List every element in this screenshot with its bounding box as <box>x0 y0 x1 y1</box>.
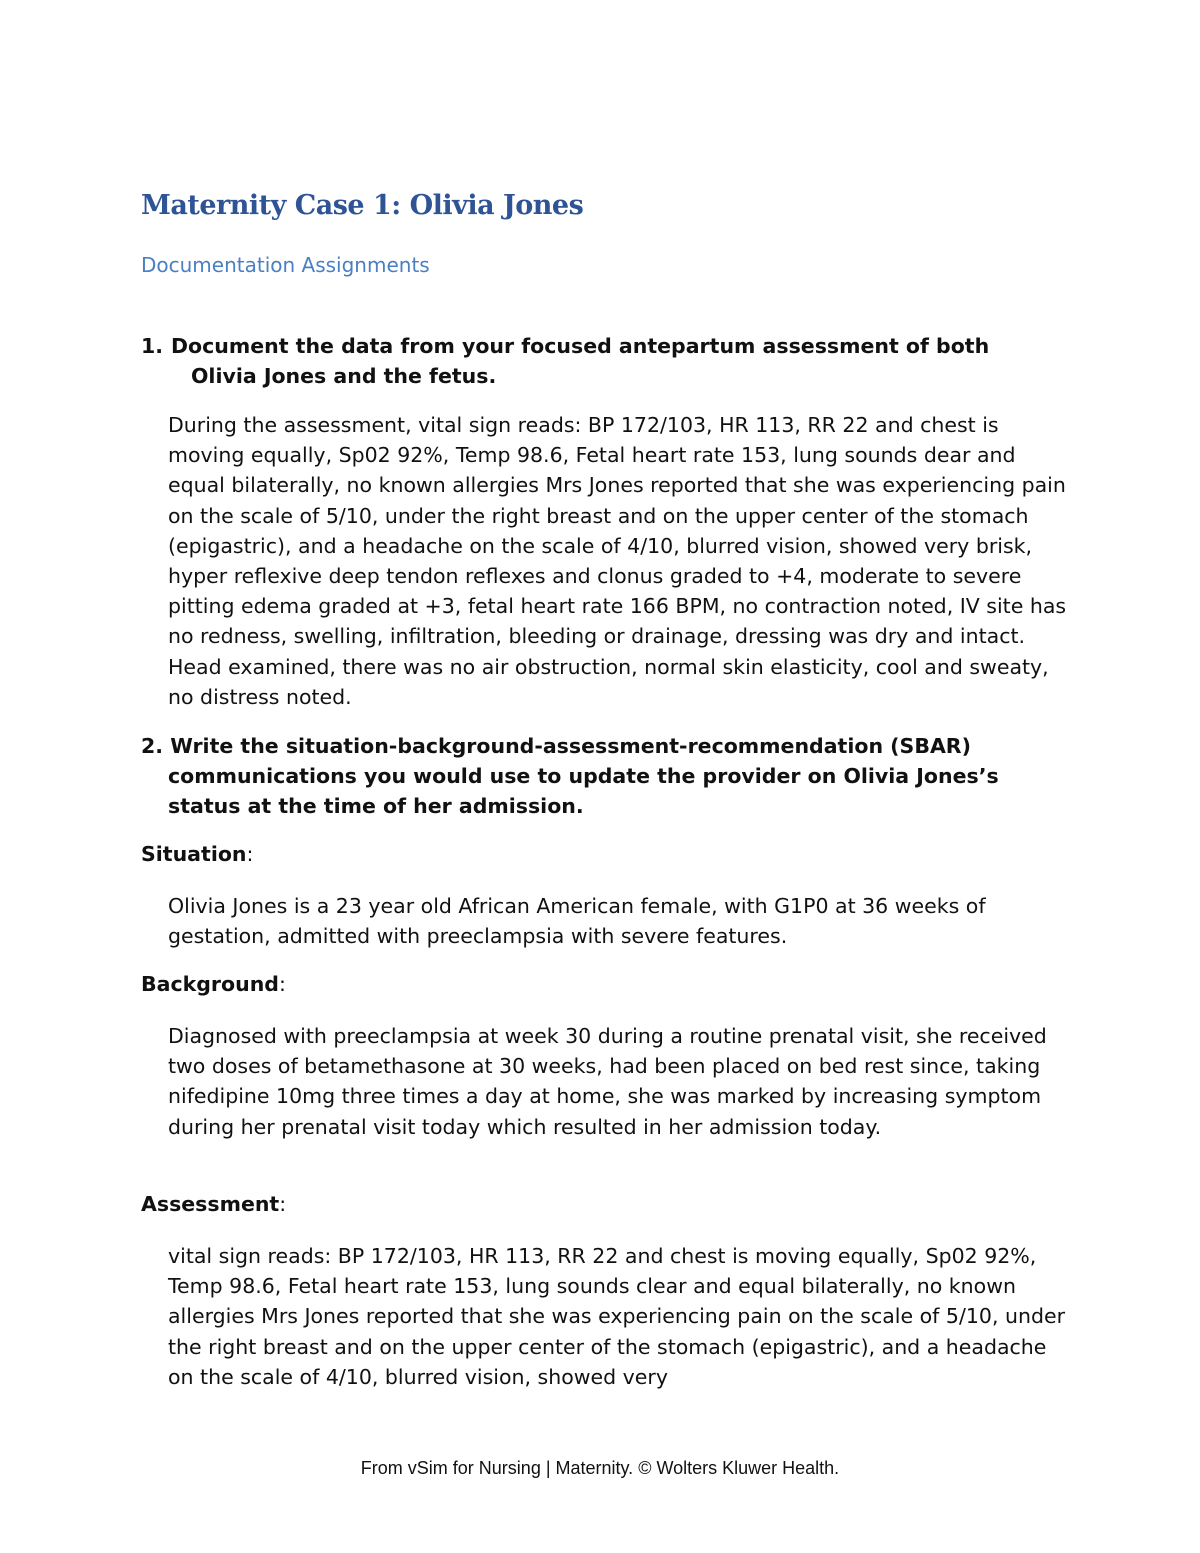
question-2-line-2: communications you would use to update the provider on Olivia Jones’s <box>168 764 999 789</box>
question-2-line-1: 2. Write the situation-background-assessment-recommendation (SBAR) <box>141 734 971 758</box>
question-1 <box>141 331 1061 391</box>
assessment-label: Assessment <box>141 1192 280 1216</box>
situation-colon: : <box>246 842 254 866</box>
question-1-line-2: Olivia Jones and the fetus. <box>191 364 497 388</box>
assessment-colon: : <box>279 1192 287 1216</box>
situation-heading <box>141 842 253 866</box>
answer-1-paragraph: During the assessment, vital sign reads: BP 172/103, HR 113, RR 22 and chest is moving equally, Sp02 92%, Temp 98.6, Fetal heart rate 153, lung sounds dear and equal bilaterally, no known allergies Mrs Jones reported that she was experiencing pain on the scale of 5/10, under the right breast and on the upper center of the stomach (epigastric), and a headache on the scale of 4/10, blurred vision, showed very brisk, hyper reflexive deep tendon reflexes and clonus graded to +4, moderate to severe pitting edema graded at +3, fetal heart rate 166 BPM, no contraction noted, IV site has no redness, swelling, infiltration, bleeding or drainage, dressing was dry and intact. Head examined, there was no air obstruction, normal skin elasticity, cool and sweaty, no distress noted. <box>168 413 1067 709</box>
situation-label: Situation <box>141 842 247 866</box>
background-heading <box>141 972 286 996</box>
assessment-paragraph: vital sign reads: BP 172/103, HR 113, RR 22 and chest is moving equally, Sp02 92%, Temp 98.6, Fetal heart rate 153, lung sounds clear and equal bilaterally, no known allergies Mrs Jones reported that she was experiencing pain on the scale of 5/10, under the right breast and on the upper center of the stomach (epigastric), and a headache on the scale of 4/10, blurred vision, showed very <box>168 1244 1066 1389</box>
question-2-line-3: status at the time of her admission. <box>168 794 584 819</box>
assessment-heading <box>141 1192 286 1216</box>
situation-paragraph: Olivia Jones is a 23 year old African American female, with G1P0 at 36 weeks of gestation, admitted with preeclampsia with severe features. <box>168 894 986 949</box>
background-label: Background <box>141 972 279 996</box>
page-footer: From vSim for Nursing | Maternity. © Wolters Kluwer Health. <box>360 1458 840 1478</box>
background-paragraph: Diagnosed with preeclampsia at week 30 during a routine prenatal visit, she received two doses of betamethasone at 30 weeks, had been placed on bed rest since, taking nifedipine 10mg three times a day at home, she was marked by increasing symptom during her prenatal visit today which resulted in her admission today. <box>168 1024 1047 1139</box>
question-2 <box>141 731 1081 822</box>
background-colon: : <box>278 972 286 996</box>
question-1-number: 1. <box>141 334 164 358</box>
page-title: Maternity Case 1: Olivia Jones <box>141 190 584 221</box>
section-subtitle: Documentation Assignments <box>141 253 430 277</box>
question-1-line-1: Document the data from your focused antepartum assessment of both <box>171 334 990 358</box>
